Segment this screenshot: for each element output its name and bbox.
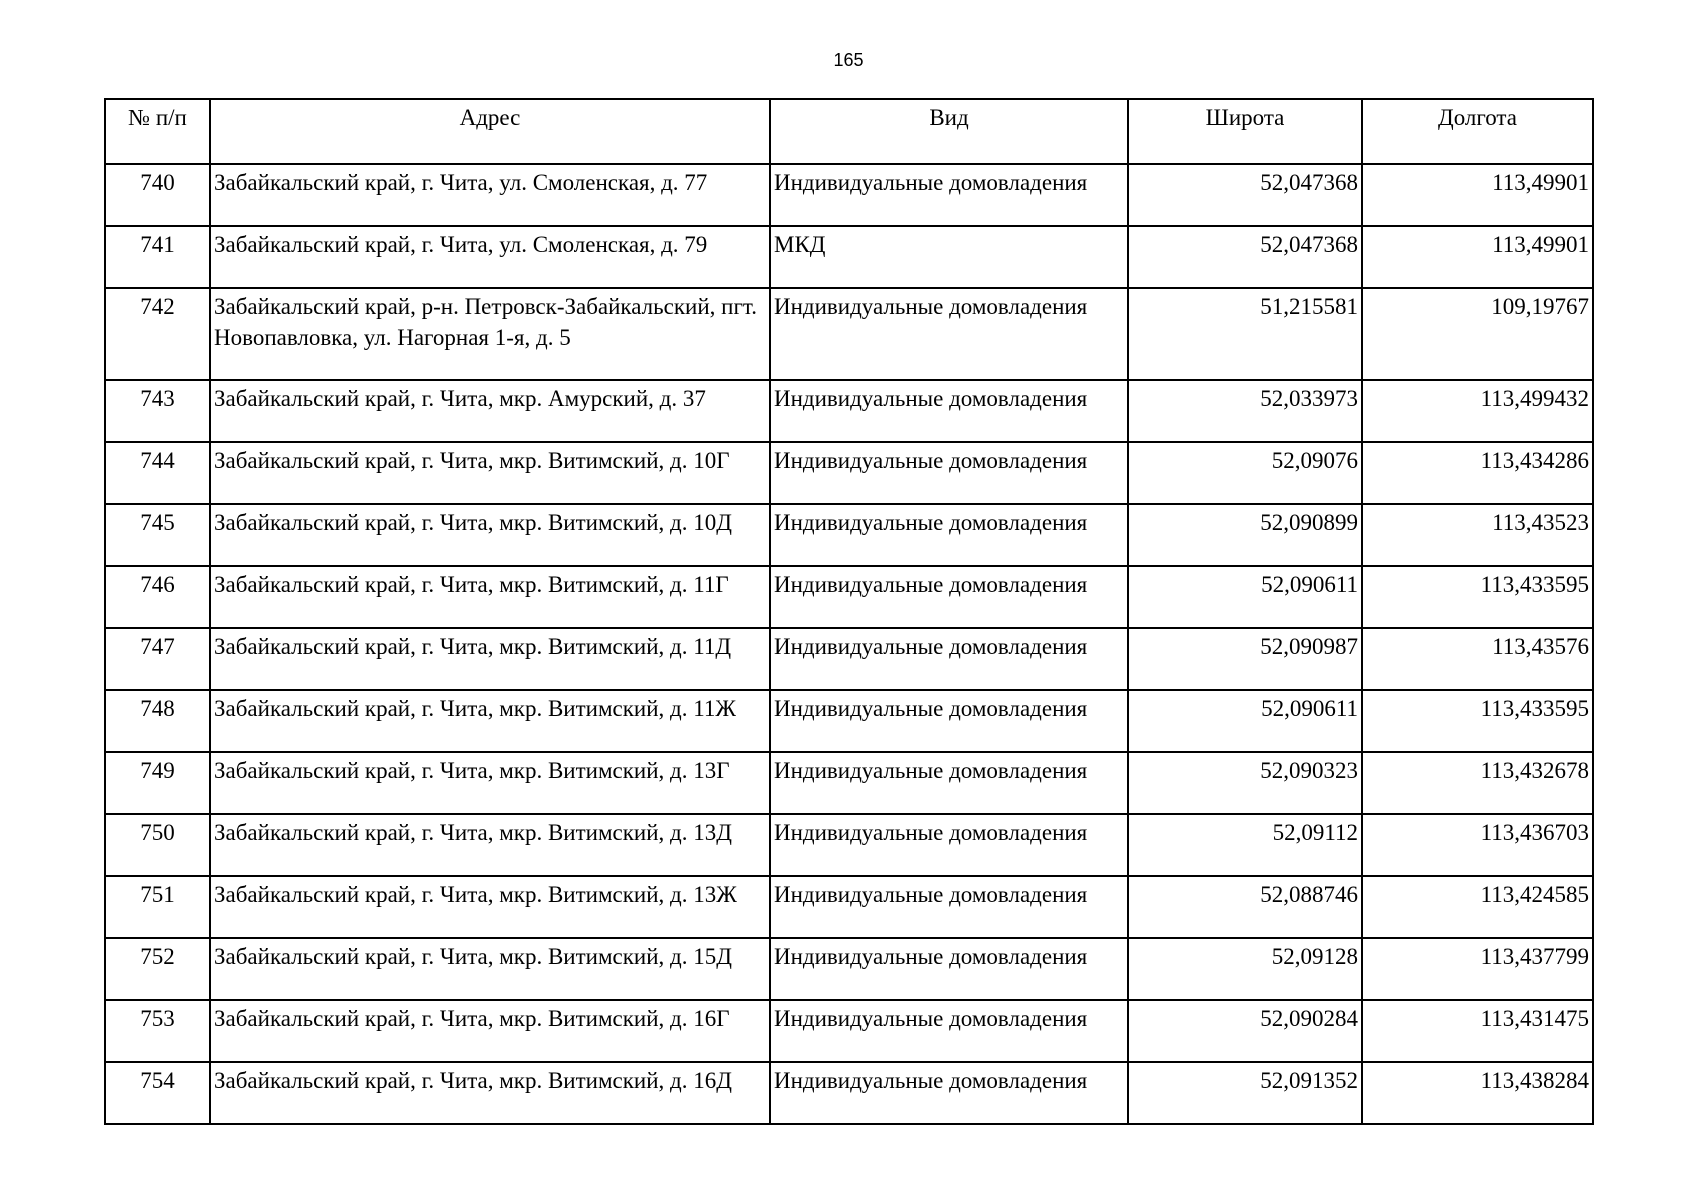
table-row	[105, 1000, 1593, 1062]
cell-lat: 52,088746	[1128, 876, 1362, 938]
cell-lat: 51,215581	[1128, 288, 1362, 380]
table-row	[105, 442, 1593, 504]
cell-kind: Индивидуальные домовладения	[770, 288, 1128, 380]
cell-num: 749	[105, 752, 210, 814]
cell-lon: 113,43576	[1362, 628, 1593, 690]
cell-kind: Индивидуальные домовладения	[770, 876, 1128, 938]
cell-lon: 113,499432	[1362, 380, 1593, 442]
table-row	[105, 814, 1593, 876]
cell-lat: 52,090987	[1128, 628, 1362, 690]
cell-lon: 113,432678	[1362, 752, 1593, 814]
cell-kind: МКД	[770, 226, 1128, 288]
cell-kind: Индивидуальные домовладения	[770, 628, 1128, 690]
cell-kind: Индивидуальные домовладения	[770, 814, 1128, 876]
table-row	[105, 288, 1593, 380]
cell-num: 742	[105, 288, 210, 380]
cell-num: 745	[105, 504, 210, 566]
table-row	[105, 938, 1593, 1000]
cell-address: Забайкальский край, г. Чита, мкр. Витимский, д. 10Д	[210, 504, 770, 566]
cell-num: 744	[105, 442, 210, 504]
cell-lat: 52,090323	[1128, 752, 1362, 814]
cell-address: Забайкальский край, г. Чита, ул. Смоленская, д. 77	[210, 164, 770, 226]
cell-address: Забайкальский край, г. Чита, мкр. Витимский, д. 13Г	[210, 752, 770, 814]
cell-num: 740	[105, 164, 210, 226]
cell-address: Забайкальский край, г. Чита, мкр. Витимский, д. 16Г	[210, 1000, 770, 1062]
cell-lat: 52,090899	[1128, 504, 1362, 566]
cell-kind: Индивидуальные домовладения	[770, 1000, 1128, 1062]
cell-lon: 113,49901	[1362, 164, 1593, 226]
cell-address: Забайкальский край, г. Чита, мкр. Амурский, д. 37	[210, 380, 770, 442]
cell-num: 741	[105, 226, 210, 288]
cell-address: Забайкальский край, р-н. Петровск-Забайкальский, пгт. Новопавловка, ул. Нагорная 1-я, д. 5	[210, 288, 770, 380]
cell-lat: 52,090611	[1128, 566, 1362, 628]
cell-lon: 113,438284	[1362, 1062, 1593, 1124]
cell-lat: 52,090611	[1128, 690, 1362, 752]
cell-kind: Индивидуальные домовладения	[770, 690, 1128, 752]
cell-lon: 113,433595	[1362, 566, 1593, 628]
cell-lon: 113,433595	[1362, 690, 1593, 752]
cell-lat: 52,09076	[1128, 442, 1362, 504]
cell-lat: 52,090284	[1128, 1000, 1362, 1062]
cell-lon: 109,19767	[1362, 288, 1593, 380]
table-row	[105, 1062, 1593, 1124]
cell-address: Забайкальский край, г. Чита, мкр. Витимский, д. 10Г	[210, 442, 770, 504]
header-address: Адрес	[210, 99, 770, 164]
cell-address: Забайкальский край, г. Чита, мкр. Витимский, д. 15Д	[210, 938, 770, 1000]
cell-address: Забайкальский край, г. Чита, мкр. Витимский, д. 16Д	[210, 1062, 770, 1124]
cell-num: 754	[105, 1062, 210, 1124]
cell-address: Забайкальский край, г. Чита, мкр. Витимский, д. 11Г	[210, 566, 770, 628]
page-number: 165	[833, 50, 864, 70]
table-row	[105, 566, 1593, 628]
cell-address: Забайкальский край, г. Чита, мкр. Витимский, д. 13Д	[210, 814, 770, 876]
cell-kind: Индивидуальные домовладения	[770, 380, 1128, 442]
cell-lon: 113,43523	[1362, 504, 1593, 566]
header-num: № п/п	[105, 99, 210, 164]
cell-lat: 52,091352	[1128, 1062, 1362, 1124]
cell-address: Забайкальский край, г. Чита, мкр. Витимский, д. 13Ж	[210, 876, 770, 938]
cell-lon: 113,424585	[1362, 876, 1593, 938]
cell-num: 747	[105, 628, 210, 690]
cell-num: 743	[105, 380, 210, 442]
cell-num: 750	[105, 814, 210, 876]
cell-num: 752	[105, 938, 210, 1000]
cell-lon: 113,437799	[1362, 938, 1593, 1000]
cell-num: 748	[105, 690, 210, 752]
cell-address: Забайкальский край, г. Чита, мкр. Витимский, д. 11Д	[210, 628, 770, 690]
cell-kind: Индивидуальные домовладения	[770, 752, 1128, 814]
table-row	[105, 226, 1593, 288]
cell-kind: Индивидуальные домовладения	[770, 164, 1128, 226]
table-row	[105, 164, 1593, 226]
cell-address: Забайкальский край, г. Чита, ул. Смоленская, д. 79	[210, 226, 770, 288]
cell-kind: Индивидуальные домовладения	[770, 504, 1128, 566]
cell-num: 746	[105, 566, 210, 628]
header-lon: Долгота	[1362, 99, 1593, 164]
table-row	[105, 504, 1593, 566]
cell-lon: 113,436703	[1362, 814, 1593, 876]
cell-lat: 52,047368	[1128, 164, 1362, 226]
table-row	[105, 876, 1593, 938]
header-lat: Широта	[1128, 99, 1362, 164]
table-header-row	[105, 99, 1593, 164]
cell-lon: 113,431475	[1362, 1000, 1593, 1062]
cell-kind: Индивидуальные домовладения	[770, 938, 1128, 1000]
cell-lat: 52,033973	[1128, 380, 1362, 442]
cell-lon: 113,434286	[1362, 442, 1593, 504]
table-row	[105, 628, 1593, 690]
cell-lat: 52,09128	[1128, 938, 1362, 1000]
table-row	[105, 752, 1593, 814]
cell-address: Забайкальский край, г. Чита, мкр. Витимский, д. 11Ж	[210, 690, 770, 752]
cell-lon: 113,49901	[1362, 226, 1593, 288]
header-kind: Вид	[770, 99, 1128, 164]
cell-lat: 52,09112	[1128, 814, 1362, 876]
cell-lat: 52,047368	[1128, 226, 1362, 288]
cell-kind: Индивидуальные домовладения	[770, 1062, 1128, 1124]
address-table	[104, 98, 1594, 1125]
cell-num: 751	[105, 876, 210, 938]
cell-kind: Индивидуальные домовладения	[770, 566, 1128, 628]
cell-kind: Индивидуальные домовладения	[770, 442, 1128, 504]
table-row	[105, 380, 1593, 442]
cell-num: 753	[105, 1000, 210, 1062]
table-row	[105, 690, 1593, 752]
